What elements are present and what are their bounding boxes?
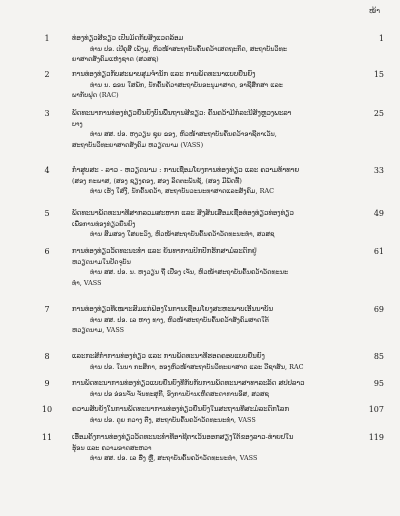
entry-page-number: 1 (378, 34, 384, 43)
entry-title: ເອື້ອມຄິ້ງການທ່ອງທ່ຽວວັດທະນະທໍາທີ່ອາຊີຕາເວັນອອກສຽງໃຕ້ຂອງລາວ-ທ່າຍປໃນ (72, 433, 294, 441)
entry-page-number: 25 (373, 109, 384, 118)
entry-number: 6 (44, 247, 50, 256)
entry-author: ທ່ານ ປອ. ໃນນາ ກະສິກາ, ຮອງຫົວໜ້າສະຖາບັນວິທະຍາສາດ ແລະ ວີຊາສັນ, RAC (90, 362, 304, 371)
entry-number: 9 (44, 379, 50, 388)
entry-author: ທ່ານ ເຮັງ ໃສ່ງີ, ນັກຄົ້ນຄວ້າ, ສະຖາບັນວະນະທາສາດແລະສັງຄົມ, RAC (90, 187, 275, 195)
entry-title: ພັດທະນາພັດທະນາທີ່ສາກລວມສະຫາກ ແລະ ສິ່ງສັນເສື່ອມເຊື້ອທ່ອງທ່ຽວທ່ອງທ່ຽວ (72, 209, 294, 217)
entry-title: ການທ່ອງທ່ຽວວັດທະນະທໍາ ແລະ ຍັນທາການປົກປັກຮັກສາມໍລະດົກຢູ່ (72, 247, 257, 255)
entry-continuation: ຮຸ້ອນ ແລະ ຄວາມອາດສະຫວາ (72, 443, 152, 452)
entry-number: 10 (41, 405, 53, 414)
entry-page-number: 119 (368, 433, 384, 442)
entry-page-number: 107 (368, 405, 384, 414)
entry-title: ແລະກະສິກໍາການທ່ອງທ່ຽວ ແລະ ການພັດທະນາທີ່ຮອດຄອບແບບຍືນຍົງ (72, 352, 265, 360)
entry-author: ທ່ານ ປອ. ດຸຍ ກວາງ ຕືງ, ສະຖາບັນຄົ້ນຄວ້າວັດທະນະທໍາ, VASS (90, 415, 256, 424)
entry-continuation: ທໍາ, VASS (72, 278, 102, 287)
entry-title: ທ່ອງທ່ຽວສີຂຽວ ເປັນມິດກັບສິ່ງແວດລ້ອມ (72, 34, 184, 42)
entry-page-number: 33 (373, 166, 384, 175)
entry-page-number: 69 (373, 305, 384, 314)
entry-number: 2 (44, 70, 50, 79)
entry-number: 11 (41, 433, 53, 442)
entry-continuation: ຫວຽດນາມໃນປັດຈຸບັນ (72, 257, 131, 266)
entry-continuation: (ສອງ ກະພາສ, (ສອງ ຊຽງຄອງ, ສອງ ລິດຕະພັນຊັ, (ສອງ ມີພັດທີ້) (72, 176, 242, 185)
entry-number: 5 (44, 209, 50, 218)
entry-continuation: ບາງ (72, 119, 83, 128)
entry-title: ການທ່ອງທ່ຽວກັບສະພາບສຸມຈຳນັກ ແລະ ການພັດທະນາແບບຍືນຍົງ (72, 70, 256, 78)
entry-page-number: 95 (373, 379, 384, 388)
entry-continuation: ຫວຽດນາມ, VASS (72, 326, 125, 334)
entry-title: ພັດທະນາການທ່ອງທ່ຽວຍືນຍົງບົນພື້ນຖານສີຂຽວ: ຄົ້ນຄວ້າມີກໍລະນີສັງຫຼວງພະລາ (72, 109, 292, 117)
entry-author: ທ່ານ ສສ. ປອ. ນ. ຫງວຽນ ຖີ່ ເປືອງ ເຈັນ, ຫົວໜ້າສະຖາບັນຄົ້ນຄວ້າວັດທະນະ (90, 268, 289, 276)
entry-author: ທ່ານ ນ. ຂອນ ໃສພັກ, ນັກຄົ້ນຄ້ວາສະຖາບັນອະນຸມາສາດ, ອາຊີສຶກສາ ແລະ (90, 80, 283, 89)
entry-page-number: 61 (373, 247, 384, 256)
entry-title: ການພັດທະນາການທ່ອງທ່ຽວແບບຍືນຍົງທີ່ກັບກັບການພັດທະນາສາທາລະລັດ ສປປລາວ (72, 379, 305, 387)
entry-author: ທ່ານ ສິມສອງ ໃສຍະວົງ, ຫົວໜ້າສະຖາບັນຄົ້ນຄວ້າວັດທະນະທໍາ, ສວສຊ (90, 230, 275, 238)
entry-number: 8 (44, 352, 50, 361)
entry-title: ຄວາມສັບຍັງໃນການພັດທະນາການທ່ອງທ່ຽວຍືນຍົງໃນສະຖານທີ່ສະມໍລະດົກໂລກ (72, 405, 289, 413)
entry-author: ທ່ານ ສສ. ປອ. ເລ ຫາງ ທາງ, ຫົວໜ້າສະຖາບັນຄົ້ນຄວ້າສັງຄົມສາດໃຕ້ (90, 315, 269, 324)
entry-page-number: 15 (373, 70, 384, 79)
entry-title: ກໍາສູບສະ - ລາວ - ຫວຽດນາມ : ການເຊື່ອມໂຍງການທ່ອງທ່ຽວ ແລະ ຄວາມທ້າທາຍ (72, 166, 300, 174)
entry-continuation: ເພື່ອການທ່ອງທ່ຽວຍືນຍົງ (72, 219, 136, 228)
entry-author: ທ່ານ ສສ. ປອ. ຫງວຽນ ຊຸຍ ຂອງ, ຫົວໜ້າສະຖາບັນຄົ້ນຄວ້າອາຊີຕາເວັນ, (90, 130, 277, 138)
entry-number: 3 (44, 109, 50, 118)
entry-number: 4 (44, 166, 50, 175)
entry-title: ການທ່ອງທ່ຽວທີ່ເໝາະສົມແກ່ຟ້ອງໃນການເຊື່ອມໂຍງສະຫະພາບເອີ້ນນາບັນ (72, 305, 274, 313)
entry-continuation: ຍາສາດສັງຄົມແຫ່ງຊາດ (ສວສຊ) (72, 55, 159, 63)
page-column-header: ໜ້າ (369, 7, 380, 15)
entry-page-number: 85 (373, 352, 384, 361)
entry-continuation: ສະຖາບັນວິທະຍາສາດສັງຄົມ ຫວຽດນາມ (VASS) (72, 140, 204, 149)
entry-author: ທ່ານ ສສ. ປອ. ເລ ຮື່ງ ຫຼື, ສະຖາບັນຄົ້ນຄວ້າວັດທະນະທໍາ, VASS (90, 454, 258, 462)
entry-number: 7 (44, 305, 50, 314)
entry-author: ທ່ານ ປອ ອ່ອນຈັນ ຈັນທະສຸກີ, ອົງການບ້ານເຫິດສະດາການອິສ, ສວສຊ (90, 389, 269, 398)
entry-continuation: ພາກັບຟຸດ (RAC) (72, 91, 119, 99)
entry-author: ທ່ານ ປອ. ເປີຄຸສີ ເພັງມູ, ຫົວໜ້າສະຖາບັນຄົ້ນຄວ້າເສດຖະກິດ, ສະຖາບັນວິທະ (90, 44, 287, 53)
entry-page-number: 49 (373, 209, 384, 218)
entry-number: 1 (44, 34, 50, 43)
